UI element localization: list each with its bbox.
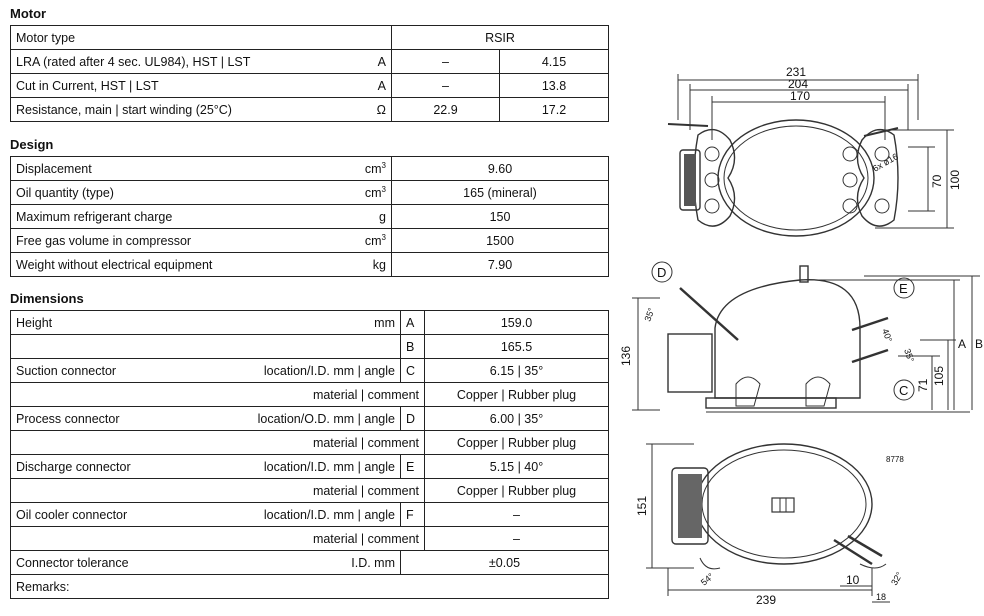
dim-204: 204	[788, 77, 809, 91]
row-unit: $cm^3$	[304, 229, 392, 253]
row-label: Resistance, main | start winding (25°C)	[11, 98, 304, 122]
dim-70: 70	[930, 174, 944, 188]
dim-170: 170	[790, 89, 811, 103]
row-value: Copper | Rubber plug	[425, 479, 609, 503]
motor-table	[10, 25, 609, 122]
row-value: 6.15 | 35°	[425, 359, 609, 383]
row-unit-empty	[201, 335, 401, 359]
row-value: 6.00 | 35°	[425, 407, 609, 431]
row-unit: location/I.D. mm | angle	[201, 503, 401, 527]
row-value: RSIR	[392, 26, 609, 50]
dim-231: 231	[786, 65, 807, 79]
label-d: D	[657, 265, 667, 280]
drawing-code: 8778	[886, 455, 904, 464]
row-label-empty	[11, 383, 201, 407]
motor-section-title: Motor	[10, 6, 47, 21]
dim-10: 10	[846, 573, 860, 587]
row-value: Copper | Rubber plug	[425, 431, 609, 455]
row-unit: Ω	[304, 98, 392, 122]
row-letter: D	[401, 407, 425, 431]
dim-18: 18	[876, 592, 887, 602]
row-unit: location/O.D. mm | angle	[201, 407, 401, 431]
table-row	[11, 479, 609, 503]
table-row	[11, 26, 609, 50]
row-label: Weight without electrical equipment	[11, 253, 304, 277]
row-unit: material | comment	[201, 527, 425, 551]
drawing-bottom-view	[620, 440, 984, 610]
row-value: 9.60	[392, 157, 609, 181]
design-table	[10, 156, 609, 277]
row-value: 1500	[392, 229, 609, 253]
dimensions-section-title: Dimensions	[10, 291, 84, 306]
angle-35-d: 35°	[642, 306, 657, 323]
row-value: 159.0	[425, 311, 609, 335]
row-unit: A	[304, 50, 392, 74]
angle-32: 32°	[889, 570, 905, 587]
row-value-lst: 17.2	[500, 98, 609, 122]
table-row	[11, 407, 609, 431]
table-row	[11, 359, 609, 383]
table-row	[11, 527, 609, 551]
angle-35-c: 35°	[902, 347, 917, 364]
dimensions-table	[10, 310, 609, 599]
row-value: ±0.05	[401, 551, 609, 575]
table-row	[11, 74, 609, 98]
row-label: Free gas volume in compressor	[11, 229, 304, 253]
row-label: Maximum refrigerant charge	[11, 205, 304, 229]
row-unit: $cm^3$	[304, 181, 392, 205]
row-label: Process connector	[11, 407, 201, 431]
row-unit: material | comment	[201, 431, 425, 455]
table-row	[11, 205, 609, 229]
row-value-hst: –	[392, 50, 500, 74]
drawing-top-view	[620, 60, 984, 260]
row-value: Copper | Rubber plug	[425, 383, 609, 407]
row-label: Height	[11, 311, 201, 335]
row-unit: location/I.D. mm | angle	[201, 359, 401, 383]
row-value-hst: –	[392, 74, 500, 98]
table-row	[11, 229, 609, 253]
table-row	[11, 455, 609, 479]
row-label-empty	[11, 479, 201, 503]
row-label: Cut in Current, HST | LST	[11, 74, 304, 98]
table-row	[11, 311, 609, 335]
dim-b: B	[975, 337, 984, 351]
row-unit: kg	[304, 253, 392, 277]
row-value: –	[425, 503, 609, 527]
row-unit: location/I.D. mm | angle	[201, 455, 401, 479]
table-row	[11, 50, 609, 74]
row-value: 165.5	[425, 335, 609, 359]
row-label: Connector tolerance	[11, 551, 201, 575]
row-unit: $cm^3$	[304, 157, 392, 181]
table-row	[11, 181, 609, 205]
table-row	[11, 253, 609, 277]
row-unit: A	[304, 74, 392, 98]
drawing-side-view	[620, 258, 984, 418]
row-unit: mm	[201, 311, 401, 335]
row-value: 7.90	[392, 253, 609, 277]
row-label: Discharge connector	[11, 455, 201, 479]
row-label: LRA (rated after 4 sec. UL984), HST | LST	[11, 50, 304, 74]
row-letter: E	[401, 455, 425, 479]
row-value: 165 (mineral)	[392, 181, 609, 205]
dim-136: 136	[619, 345, 633, 366]
dim-a: A	[958, 337, 967, 351]
row-value-lst: 4.15	[500, 50, 609, 74]
row-label: Oil quantity (type)	[11, 181, 304, 205]
table-row	[11, 98, 609, 122]
row-letter: F	[401, 503, 425, 527]
table-row	[11, 335, 609, 359]
label-c: C	[899, 383, 909, 398]
table-row	[11, 157, 609, 181]
row-letter: B	[401, 335, 425, 359]
row-unit: I.D. mm	[201, 551, 401, 575]
row-unit	[304, 26, 392, 50]
dim-holes: 6x ø16	[871, 151, 900, 174]
row-value-hst: 22.9	[392, 98, 500, 122]
remarks-label: Remarks:	[11, 575, 609, 599]
row-label: Suction connector	[11, 359, 201, 383]
design-section-title: Design	[10, 137, 54, 152]
dim-71: 71	[916, 378, 930, 392]
row-label-empty	[11, 527, 201, 551]
row-value-lst: 13.8	[500, 74, 609, 98]
dim-100: 100	[948, 169, 962, 190]
row-label: Displacement	[11, 157, 304, 181]
table-row	[11, 503, 609, 527]
angle-54: 54°	[698, 571, 716, 588]
dim-151: 151	[635, 495, 649, 516]
table-row	[11, 383, 609, 407]
row-value: 5.15 | 40°	[425, 455, 609, 479]
row-letter: A	[401, 311, 425, 335]
row-letter: C	[401, 359, 425, 383]
table-row	[11, 551, 609, 575]
table-row	[11, 575, 609, 599]
row-unit: material | comment	[201, 383, 425, 407]
row-label-empty	[11, 335, 201, 359]
row-label: Motor type	[11, 26, 304, 50]
row-unit: g	[304, 205, 392, 229]
row-label-empty	[11, 431, 201, 455]
row-label: Oil cooler connector	[11, 503, 201, 527]
row-value: 150	[392, 205, 609, 229]
dim-239: 239	[756, 593, 777, 607]
row-unit: material | comment	[201, 479, 425, 503]
row-value: –	[425, 527, 609, 551]
label-e: E	[899, 281, 908, 296]
table-row	[11, 431, 609, 455]
angle-40: 40°	[880, 327, 895, 344]
dim-105: 105	[932, 365, 946, 386]
